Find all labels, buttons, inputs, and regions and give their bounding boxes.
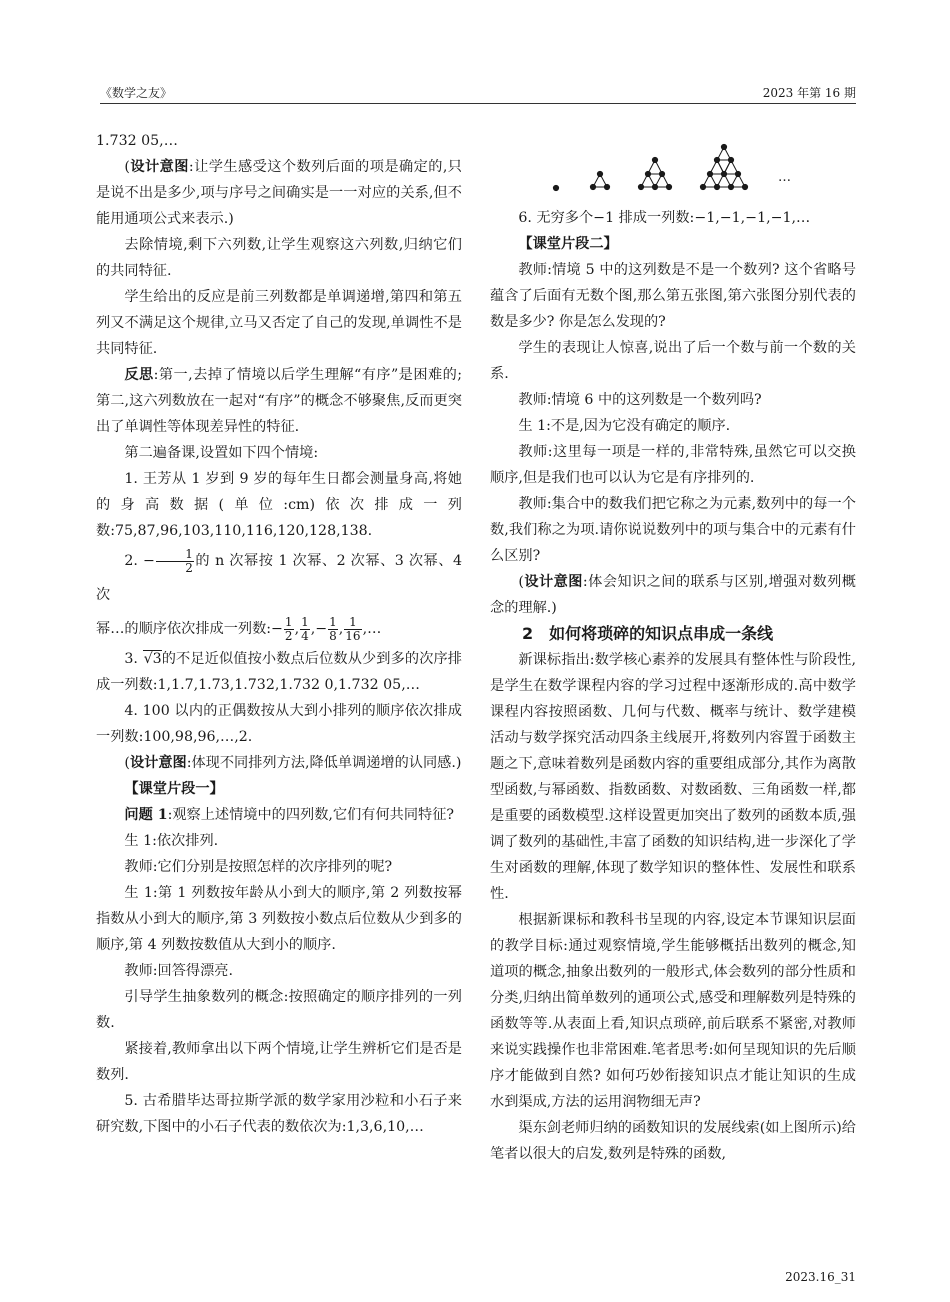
separator: ,− — [310, 621, 328, 637]
left-column — [96, 128, 462, 1140]
right-column — [490, 143, 856, 1167]
pebble-triangle-10 — [700, 144, 747, 189]
paragraph: 5. 古希腊毕达哥拉斯学派的数学家用沙粒和小石子来研究数,下图中的小石子代表的数依次为:1,3,6,10,… — [96, 1093, 462, 1135]
pebble — [553, 185, 558, 190]
fraction: $\frac{1}{16}$ — [345, 614, 361, 643]
design-intent-label: 设计意图 — [523, 574, 583, 590]
figure-ellipsis: … — [778, 170, 791, 185]
paragraph: 1. 王芳从 1 岁到 9 岁的每年生日都会测量身高,将她的身高数据(单位:cm)依次排成一列数:75,87,96,103,110,116,120,128,138. — [96, 471, 462, 539]
paragraph — [96, 750, 462, 776]
fraction: $\frac{1}{4}$ — [301, 614, 309, 643]
paragraph — [96, 362, 462, 440]
item-3-text: 的不足近似值按小数点后位数从少到多的次序排成一列数:1,1.7,1.73,1.732,1.732 0,1.732 05,… — [96, 651, 462, 693]
design-intent-label: 设计意图 — [129, 159, 189, 175]
paragraph: 引导学生抽象数列的概念:按照确定的顺序排列的一列数. — [96, 989, 462, 1031]
question-text: :观察上述情境中的四列数,它们有何共同特征? — [167, 807, 455, 823]
paragraph — [96, 646, 462, 698]
header-divider — [100, 103, 856, 104]
design-intent-text: :体会知识之间的联系与区别,增强对数列概念的理解.) — [490, 574, 856, 616]
paragraph: 教师:回答得漂亮. — [124, 963, 233, 979]
fraction: $\frac{1}{8}$ — [329, 614, 337, 643]
paragraph: 学生给出的反应是前三列数都是单调递增,第四和第五列又不满足这个规律,立马又否定了自己的发现,单调性不是共同特征. — [96, 289, 462, 357]
paragraph: 第二遍备课,设置如下四个情境: — [124, 445, 319, 461]
paragraph: 生 1:依次排列. — [124, 833, 219, 849]
separator: , — [294, 621, 300, 637]
design-intent-text: :让学生感受这个数列后面的项是确定的,只是说不出是多少,项与序号之间确实是一一对应的关系,但不能用通项公式来表示.) — [96, 159, 462, 227]
journal-name: 《数学之友》 — [100, 86, 173, 100]
paragraph: 学生的表现让人惊喜,说出了后一个数与前一个数的关系. — [490, 340, 856, 382]
ellipsis: ,… — [362, 621, 382, 637]
paragraph: 教师:它们分别是按照怎样的次序排列的呢? — [124, 859, 393, 875]
paragraph: 教师:这里每一项是一样的,非常特殊,虽然它可以交换顺序,但是我们也可以认为它是有序排列的. — [490, 444, 856, 486]
pebble-triangle-3 — [590, 171, 609, 189]
item-3-text: 3. — [124, 651, 143, 667]
paragraph: 6. 无穷多个−1 排成一列数:−1,−1,−1,−1,… — [518, 210, 811, 226]
paragraph: 新课标指出:数学核心素养的发展具有整体性与阶段性,是学生在数学课程内容的学习过程中逐渐形成的.高中数学课程内容按照函数、几何与代数、概率与统计、数学建模活动与数学探究活动四条主线展开,将数列内容置于函数主题之下,意味着数列是函数内容的重要组成部分,其作为离散型函数,与幂函数、指数函数、对数函数、三角函数一样,都是重要的函数模型.这样设置更加突出了数列的函数本质,强调了数列的基础性,丰富了函数的知识结构,进一步深化了学生对函数的理解,体现了数学知识的整体性、发展性和联系性. — [490, 652, 856, 902]
section-title: 2 如何将琐碎的知识点串成一条线 — [522, 624, 774, 643]
reflection-text: :第一,去掉了情境以后学生理解“有序”是困难的;第二,这六列数放在一起对“有序”的概念不够聚焦,反而更突出了单调性等体现差异性的特征. — [96, 367, 462, 435]
pebble-diagram — [490, 143, 856, 201]
pebble-triangle-6 — [638, 157, 671, 189]
paragraph: 生 1:第 1 列数按年龄从小到大的顺序,第 2 列数按幂指数从小到大的顺序,第 3 列数按小数点后位数从少到多的顺序,第 4 列数按数值从大到小的顺序. — [96, 885, 462, 953]
paragraph: 根据新课标和教科书呈现的内容,设定本节课知识层面的教学目标:通过观察情境,学生能够概括出数列的概念,知道项的概念,抽象出数列的一般形式,体会数列的部分性质和分类,归纳出简单数列的通项公式,感受和理解数列是特殊的函数等等.从表面上看,知识点琐碎,前后联系不紧密,对教师来说实践操作也非常困难.笔者思考:如何呈现知识的先后顺序才能做到自然? 如何巧妙衔接知识点才能让知识的生成水到渠成,方法的运用润物细无声? — [490, 912, 856, 1110]
paragraph: 教师:情境 6 中的这列数是一个数列吗? — [518, 392, 762, 408]
item-2-text: 的 n 次幂按 1 次幂、2 次幂、3 次幂、4 次 — [96, 553, 462, 603]
sqrt-expression: √3 — [143, 651, 162, 667]
item-2-text: 幂…的顺序依次排成一列数:− — [96, 621, 283, 637]
paren: ( — [518, 574, 524, 590]
paragraph — [96, 802, 462, 828]
paragraph: 紧接着,教师拿出以下两个情境,让学生辨析它们是否是数列. — [96, 1041, 462, 1083]
paragraph — [96, 612, 462, 646]
paragraph — [490, 569, 856, 621]
reflection-label: 反思 — [124, 367, 154, 383]
segment-heading: 【课堂片段二】 — [518, 236, 618, 252]
paren: ( — [124, 159, 130, 175]
triangular-numbers-figure — [490, 143, 856, 201]
paragraph — [96, 544, 462, 612]
design-intent-text: :体现不同排列方法,降低单调递增的认同感.) — [186, 755, 462, 771]
paragraph: 1.732 05,… — [96, 133, 178, 149]
paragraph: 渠东剑老师归纳的函数知识的发展线索(如上图所示)给笔者以很大的启发,数列是特殊的函数, — [490, 1120, 856, 1162]
issue-number: 2023 年第 16 期 — [762, 86, 856, 100]
segment-heading: 【课堂片段一】 — [124, 781, 224, 797]
fraction: $\frac{1}{2}$ — [284, 614, 293, 643]
paragraph: 教师:情境 5 中的这列数是不是一个数列? 这个省略号蕴含了后面有无数个图,那么第五张图,第六张图分别代表的数是多少? 你是怎么发现的? — [490, 262, 856, 330]
page-number: 2023.16_31 — [785, 1270, 856, 1284]
paragraph: 4. 100 以内的正偶数按从大到小排列的顺序依次排成一列数:100,98,96,…,2. — [96, 703, 462, 745]
paragraph — [96, 154, 462, 232]
separator: , — [338, 621, 344, 637]
paragraph: 教师:集合中的数我们把它称之为元素,数列中的每一个数,我们称之为项.请你说说数列中的项与集合中的元素有什么区别? — [490, 496, 856, 564]
item-2-text: 2. − — [124, 553, 155, 569]
fraction: $\frac{1}{2}$ — [156, 548, 194, 575]
paren: ( — [124, 755, 130, 771]
question-label: 问题 1 — [124, 807, 168, 823]
design-intent-label: 设计意图 — [129, 755, 187, 771]
paragraph: 去除情境,剩下六列数,让学生观察这六列数,归纳它们的共同特征. — [96, 237, 462, 279]
paragraph: 生 1:不是,因为它没有确定的顺序. — [518, 418, 731, 434]
